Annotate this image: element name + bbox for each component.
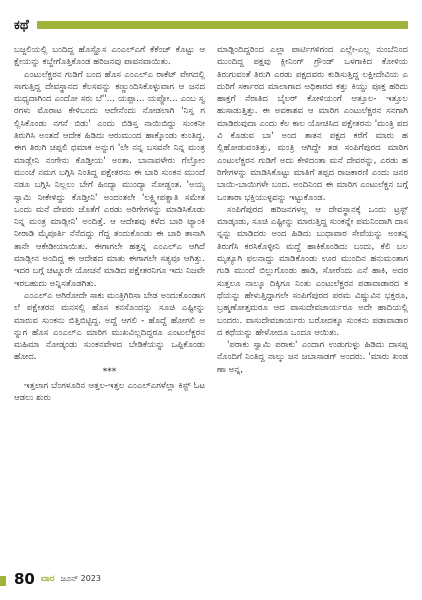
footer-accent-bar [0, 576, 6, 586]
section-break: *** [102, 366, 117, 377]
left-column [14, 44, 205, 564]
article-body [14, 44, 408, 564]
paragraph: ಬಜ್ಜಲಿಯಲ್ಲಿ ಬಂದಿದ್ದ ಹೊಸ್ಹೊಸ ಎಂಎಲ್‌ಎಗೆ ಕೆಕೆಂಚ್ ಕೊಟ್ಟು ಆ ಕ್ಷೇಯನ್ನು ಕಬ್ಜೇಗೊತ್ತಿಕೊಂಡ ಹರಿಜನವು ಪಾವನವಾಯಿತು. [14, 45, 205, 68]
paragraph: ಮಾಡ್ಪಿಂದಿದ್ದರಿಂದ ಎಲ್ಲಾ ಪಾರ್ಟಿಗಳಿಗಂದ ಎಲ್ಲೇ-ಎಲ್ಲ ನುಂಬೆನಿಂದ ಮುಂದಿದ್ದ ಪಕ್ಷವು ಕ್ಲೀನಿಂಗ್ ಗ್ರೌಂಡ್ ಒಳಗಾಕಿದ ಕೋಳಿಯ ತಿರುಗುವಂತೆ ತಿರುಗಿ ಎರಡು ಪಕ್ಷದವರು ಕುಡಿಸುತ್ತಿದ್ದ ಲಕ್ಷೀದೇವಿಯ ಎದುರಿಗೆ ಸರ್ಕಾರದ ಮಾಲಾಗಾದ ಅಧಿಕಾರದ ಕತ್ತು ಕಿಯ್ದು ಪೂಕ್ತ ಹರಿದು ಹಾಕ್ತಗೆ ನೆರಾತಿದ ಬೈಲರ್ ಕೋಳಿಯಂಗೆ ಆತ್ತೂಲ- ಇತ್ತೂಲ ಹುಸಾಡುತ್ತಿತ್ತು. ಈ ಅವಕಾಶವ ಆ ಮಾರಿಗ ಎಂಟುಲೆಕ್ಚರನ ಸನಗಾಗಿ ಮಾಡಿರುವುದಾ ಎಂದು ಕೆಲ ಕಾಲ ಯೋಚಿಸಿದ ಪಕ್ಷೇತರನು 'ಮಂತ್ರಿ ಪದವಿ ಕೊಡುವ ಬಾ' ಅಂದ ತಾತನ ಪಕ್ಷದ ಕರೆಗೆ ಮಾರು ಹಲ್ಲಿಹೋಡುವಂತಿತ್ತು, ಮಂತ್ರಿ ಆಗಿದ್ದೇ ತಡ ಸಂಪಿಗೆಪುರದ ಮಾರಿಗ ಎಂಟುಲೆಕ್ಚರನ ಗುಡಿಗೆ ಅದು ಕೇಳಿದಂತಾ ಮನೆ ದೇವರನ್ನು, ಎರಡು ಹರಿಗೇಗಳನ್ನು ಮಾಡಿಸಿಕೊಟ್ಟು ಮಾತಿಗೆ ತಪ್ಪದ ರಾಜಕಾರಣಿ ಎಂದು ಜನರ ಬಾಯಿ-ಬಾಯಿಗಳೇ ಬಂದ. ಅಂದಿನಿಂದ ಈ ಮಾರಿಗ ಎಂಟುಲೆಕ್ಚನ ಬಗ್ಗೆ ಒಂತಾರಾ ಭಕ್ತಿಯುಳ್ಳವನ್ನು ಇಟ್ಟುಕೊಂಡ. [217, 45, 408, 203]
page-footer [14, 570, 408, 588]
section-header [14, 12, 408, 38]
magazine-logo: ವಾರ [40, 574, 55, 584]
issue-date: ಜೂನ್ 2023 [60, 574, 102, 583]
right-column [217, 44, 408, 564]
paragraph: 'ಪರಾಕು ಸ್ವಾಮಿ ಪರಾಕು' ಎಂದಾಗ ಉಡುಗುಳ್ಳು ಹಿಡಿದು ದಾಸಪ್ಪನೊಂದಿಗೆ ನಿಂತಿದ್ದ ನಾಲ್ಕು ಜನ ಜಬಾಸಾಡಗ್ ಅಂದರು. 'ಮಾರು ಖಂಡಣಾ ಅನ್ನ, [217, 340, 408, 375]
paragraph: ಇತ್ತಲಾಗ ಬೆಂಗಳೂರಿನ ಆತ್ತಲ-ಇತ್ತಲ ಎಂಎಲ್‌ಎಗಳೆಲ್ಲಾ ಕಿಸ್ಟ್ ಓಟ ಆಡಲು ಶುರು [14, 380, 205, 404]
section-label: ಕಥೆ [14, 17, 29, 33]
header-accent-bar [37, 21, 408, 29]
paragraph: ಎಂಎಲ್‌ಎ ಆಗಿರೋದೇ ಸಾಕು ಮಂತ್ರಿಗಿರಿಸಾ ಬೇಡ ಅಂದುಕೊಂಡಾಗಲೆ ಪಕ್ಷೇತರನ ಮನಸಲ್ಲಿ ಹೊಸ ಕನಸೊಂದನ್ನು ಸೂಚಿ ಎಷ್ಟೀನ್ನು ಮಾರುವ ಸುಂಕನು ಬಿತ್ತಿಬಿಟ್ಟಿದ್ದ. ಅದ್ದೆ ಆಗಲಿ - ಹೊದ್ದೆ ಹೋಗಲಿ ಅನ್ನುಗ ಹೊಸ ಎಂಎಲ್‌ಎ ಮಾರಿಗ ಮುಖವಿಲ್ಲದಿದ್ದರೂ ಎಂಟುಲೆಕ್ಚರನ ಮಹಿಮಾ ನೋಡ್ಕಂಡು ಸುಂಕನವೇಳದ ಬೇಡಿಕೆಯನ್ನು ಒಪ್ಪಿಕೊಂಡು ಹೋದ. [14, 290, 205, 363]
page-number: 80 [14, 570, 35, 588]
paragraph: ಸಂಪಿಗೆಪುರದ ಹರಿಜನಗಳಲ್ಲ ಆ ದೇವಸ್ಥಾನಕ್ಕೆ ಒಂದು ಟ್ರಸ್ಟ್ ಮಾಡ್ಕಂಡು, ಸೂಚಿ ಎಷ್ಟೀನ್ನು ಮಾರುತ್ತಿದ್ದ ಸುಂಕನ್ನೇ ಪಮನಿಂದಾಗಿ ದಾಸನ್ನನ್ನು ಮಾಡಿದರು ಅಂದ ಹಿಡಿದು ಬುಧಾವಾರ ಸೇವೆಯನ್ನು ಅಂತನ್ನ ತಿರುಗೆಸಿ ಕರಸಿಕೊಳ್ಳೀನಿ ಮದ್ದೆ ಹಾಕಿಕೊಂಡಿದು ಬಂದು, ಕೆಲಿ ಬಲ ಮೃತ್ಯೂಗಿ ಫಲನಾದ್ದು ಮಾಡಿಕೊಂಡು ಊರ ಮುಂದಿನ ಹನುಮಂತಾಗ ಗುಡಿ ಮುಂದೆ ಬಿಲ್ಲುಗೊಂಡು ಹಾಡಿ, ಸೋರೆಂದು ಎನೆ ಹಾಕಿ, ಅದರ ಸುತ್ತಲೂ ನಾಲ್ಕೂ ದಿಕ್ಕಿಗೂ ನಿಂತು ಎಂಟುಲೆಕ್ಚರನ ಪಡಾವಾಡಾರದ ಕಥೆಯನ್ನು ಹೇಳುತ್ತಿದ್ದಾಗಲೇ ಸಂಪಿಗೆಪುರದ ಪರಮ ವಿಷ್ಣುವಿನ ಭಕ್ತರೂ, ಬ್ರಹ್ಮಣೋತ್ತಮರೂ ಆದ ವಾಸುದೇವಚಾರ್ಯರೂ ಅದೇ ಹಾದಿಯಲ್ಲಿ ಬಂದರು. ವಾಸುದೇವಚಾರ್ಯರು ಬರೋದಕ್ಕೂ ಸುಂಕನು ಪಡಾವಾಡಾರದ ಕಥೆಯನ್ನು ಹೇಳೋದೂ ಒಂದೂ ಆಯಿತು. [217, 204, 408, 338]
paragraph: ಎಂಟುಲೆಕ್ಚರನ ಗುಡಿಗೆ ಬಂದ ಹೊಸ ಎಂಎಲ್‌ಎ ರಾಕೆಟ್ ವೇಗದಲ್ಲಿ ಸಾಗುತ್ತಿದ್ದ ದೇವಸ್ಥಾನದ ಕೆಲಸವನ್ನು ಕಣ್ಣುಂದಿಸಿಕೊಳ್ಳುವಾಗ ಆ ಜನದ ಮಧ್ಯದಾಗಿಂದ ಎಂದೋ ಸರು ಬೆ''... ಯಪ್ಪಾ... ಯಪ್ಪೋ... ಎಂಬ ಸ್ವರಗಳು ಮೊರಾಟ ಕೇಳಿಬಂದು ಆದೇನೆಂದು ನೋಡಲಾಗಿ 'ನಿಸ್ತ ಗಲ್ಲಿಸಿಕೊಂಡು ನಗನೆ ಬಿಡು' ಎಂದು ಬಿಡಿಸ್ತ ನಾಯಿಬಿದ್ದು ಸುಂಕನೀ ತಿರುಗಿಸಿ ಅಂತದೆ ಆದೇಕ ಹಿಡಿದು ಆರುಮುಂದ ಹಾಕ್ಕೊಂಡು ಕುಂತಿದ್ದ. ಈಗ ತಿರುಗಿ ಚಪ್ಪಲಿ ಧಮಾಕ ಅನ್ನುಗ 'ಲೇ ನನ್ನ ಬಸವನೇ ನಿನ್ನ ಮಂತ್ರ ಮಾಡ್ಲೇನಿ ನಂಗೇನು ಕೊಡ್ತೀಯ' ಅಂತಾ. ಬಾನಾವಳೇರು ಗೆಲ್ತೋಂ ಮುಂಚೆ ನಮಗ ಬಗ್ಗಿಸಿ ನಿಂತಿದ್ದ ಪಕ್ಷೇತರನು ಈ ಬಾರಿ ಸುಂಕನ ಮುಂದೆ ನಡೂ ಬಗ್ಗಿಸಿ ನಿಲ್ಲಲು ಬೇಗೆ ಹಿಂದ್ಯಾ ಮುಂದ್ಯಾ ನೋಡ್ದಂತ. 'ಅಯ್ಯ ಸ್ವಾಮಿ ನೀಕೇಳಿದ್ದು ಕೊಡ್ತೀನಿ' ಅಂದಂತಲೇ 'ಲಕ್ಷ್ಮೀಪತ್ನಾತಿ ಸಮೇತ ಒಂದು ಮನೆ ದೇವರು ಜೊತೆಗೆ ಎರಡು ಅರಿಗೇಗಳನ್ನು ಮಾಡಿಸಿಕೊಡು ನಿನ್ನ ಮಂತ್ರ ಮಾಡ್ಲೀನಿ' ಅಂದಿತ್ತೆ. ಆ ಆದೇಶವು ಕಳೆದ ಬಾರಿ ಟ್ಯಾಂಕಿ ನೀರಾಡಿ ಮೈಪೂರ್ತಿ ನೆನೆದದ್ದು ಗೆದ್ದ ತಂದುಕೊಂಡು ಈ ಬಾರಿ ತಾನಾಗಿ ತಾನೇ ಆಕೇಡೀಯಾಯಿತು. ಈಗಾಗಲೇ ಹತ್ತನ್ನ ಎಂಎಲ್‌ಎ ಆಗಿದೆ ಮಾಡ್ಲೀನ ಅಂದಿದ್ದ ಈ ಆದೇಶದ ಮಾತು ಈಗಾಗಲೇ ಸತ್ಯವೂ ಆಗಿತ್ತು. ಇದರ ಬಗ್ಗೆ ಚಟ್ನೂರೇ ಯೋಚನೆ ಮಾಡಿದ ಪಕ್ಷೇತರನಿಗೂ ಇದು ನಿಜವೇ ಇರಬಹುದು ಅನ್ನಿಸತೊಡಗಿತು. [14, 69, 205, 289]
